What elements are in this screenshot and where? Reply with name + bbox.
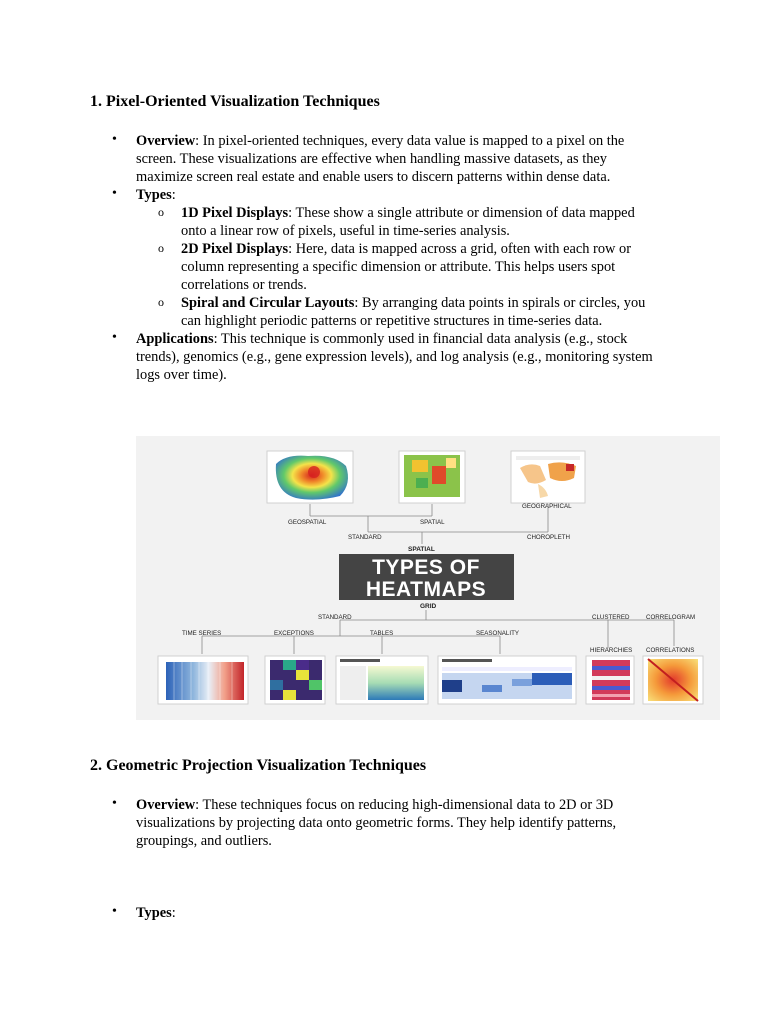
- label-tables: TABLES: [370, 630, 394, 637]
- seasonality-thumbnail: [438, 656, 576, 704]
- types-item-text: : By arranging data points in spirals or circles, you: [354, 295, 646, 311]
- heatmap-types-figure: [136, 436, 720, 720]
- bullet-dot: •: [112, 132, 117, 147]
- label-standard-top: STANDARD: [348, 534, 382, 541]
- section-1-heading: 1. Pixel-Oriented Visualization Techniques: [90, 93, 380, 110]
- label-correlogram: CORRELOGRAM: [646, 614, 696, 621]
- overview-text-line: maximize screen real estate and enable users to discern patterns within dense data.: [136, 169, 611, 185]
- section-2-heading: 2. Geometric Projection Visualization Techniques: [90, 757, 427, 774]
- overview-term: Overview: [136, 133, 196, 149]
- types-line: [136, 186, 176, 204]
- section-2-types-line: [136, 904, 176, 922]
- label-hierarchies: HIERARCHIES: [590, 647, 633, 654]
- sub-bullet-marker: o: [158, 205, 164, 219]
- bullet-dot: •: [112, 186, 117, 201]
- label-spatial: SPATIAL: [408, 546, 435, 553]
- time-series-thumbnail: [158, 656, 248, 704]
- label-geographical: GEOGRAPHICAL: [522, 503, 572, 510]
- types-suffix: :: [171, 187, 176, 203]
- applications-text-line: : This technique is commonly used in financial data analysis (e.g., stock: [213, 331, 628, 347]
- spatial-thumbnail: [399, 451, 465, 503]
- label-time-series: TIME SERIES: [182, 630, 222, 637]
- types-item-1d: [181, 204, 701, 240]
- types-item-text: : Here, data is mapped across a grid, often with each row or: [288, 241, 631, 257]
- label-geospatial: GEOSPATIAL: [288, 519, 327, 526]
- label-standard-bottom: STANDARD: [318, 614, 352, 621]
- geographical-thumbnail: [511, 451, 585, 503]
- section-2-overview-paragraph: [136, 796, 696, 850]
- hierarchies-thumbnail: [586, 656, 634, 704]
- types-item-spiral: [181, 294, 701, 330]
- overview-text-line: screen. These visualizations are effective when handling massive datasets, as they: [136, 151, 607, 167]
- title-line-2: HEATMAPS: [365, 578, 487, 601]
- overview-text-line: : These techniques focus on reducing high-dimensional data to 2D or 3D: [195, 797, 614, 813]
- overview-paragraph: [136, 132, 696, 186]
- label-correlations: CORRELATIONS: [646, 647, 695, 654]
- heatmap-types-diagram: [136, 436, 720, 720]
- label-choropleth: CHOROPLETH: [527, 534, 570, 541]
- sub-bullet-marker: o: [158, 295, 164, 309]
- geospatial-thumbnail: [267, 451, 353, 503]
- exceptions-thumbnail: [265, 656, 325, 704]
- overview-text-line: groupings, and outliers.: [136, 833, 272, 849]
- bullet-dot: •: [112, 796, 117, 811]
- types-item-text: onto a linear row of pixels, useful in time-series analysis.: [181, 223, 510, 239]
- applications-paragraph: [136, 330, 716, 384]
- types-item-term: Spiral and Circular Layouts: [181, 295, 355, 311]
- types-suffix: :: [171, 905, 176, 921]
- types-item-text: column representing a specific dimension or attribute. This helps users spot: [181, 259, 616, 275]
- types-item-text: : These show a single attribute or dimension of data mapped: [288, 205, 635, 221]
- label-spatial-small: SPATIAL: [420, 519, 445, 526]
- label-exceptions: EXCEPTIONS: [274, 630, 314, 637]
- title-line-1: TYPES OF: [372, 556, 480, 579]
- overview-text-line: : In pixel-oriented techniques, every data value is mapped to a pixel on the: [195, 133, 625, 149]
- types-item-text: can highlight periodic patterns or repetitive structures in time-series data.: [181, 313, 603, 329]
- label-seasonality: SEASONALITY: [476, 630, 519, 637]
- applications-text-line: trends), genomics (e.g., gene expression levels), and log analysis (e.g., monitoring system: [136, 349, 653, 365]
- types-term: Types: [136, 187, 172, 203]
- types-term: Types: [136, 905, 172, 921]
- types-item-2d: [181, 240, 701, 294]
- overview-text-line: visualizations by projecting data onto geometric forms. They help identify patterns,: [136, 815, 617, 831]
- label-grid: GRID: [420, 603, 437, 610]
- types-item-term: 1D Pixel Displays: [181, 205, 289, 221]
- bullet-dot: •: [112, 904, 117, 919]
- types-item-term: 2D Pixel Displays: [181, 241, 289, 257]
- applications-term: Applications: [136, 331, 214, 347]
- label-clustered: CLUSTERED: [592, 614, 630, 621]
- tables-thumbnail: [336, 656, 428, 704]
- overview-term: Overview: [136, 797, 196, 813]
- sub-bullet-marker: o: [158, 241, 164, 255]
- applications-text-line: logs over time).: [136, 367, 227, 383]
- correlations-thumbnail: [643, 656, 703, 704]
- bullet-dot: •: [112, 330, 117, 345]
- types-item-text: correlations or trends.: [181, 277, 307, 293]
